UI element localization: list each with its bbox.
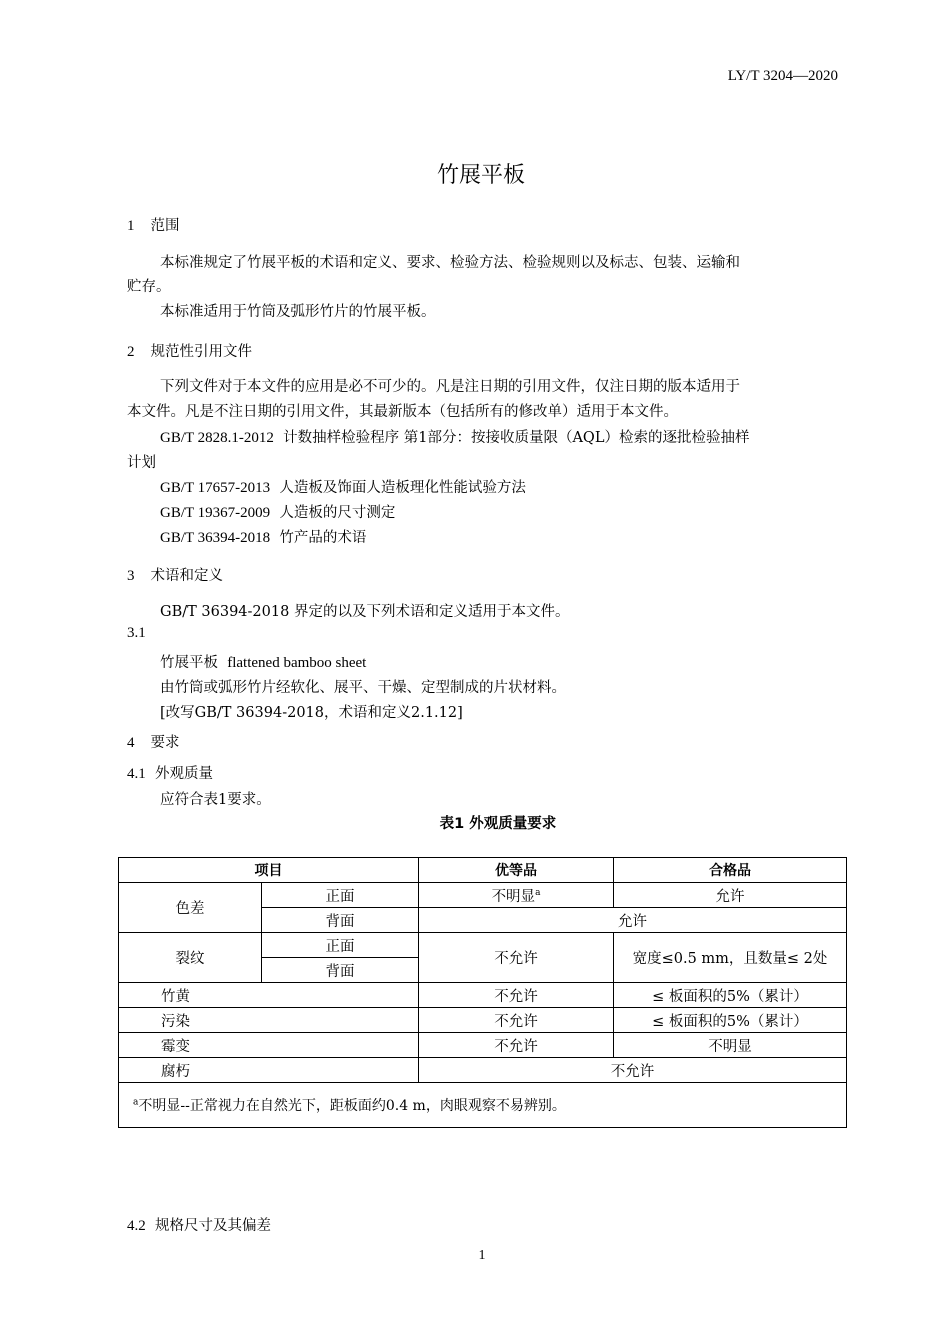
section-4-2-heading xyxy=(127,1214,271,1235)
reference-title: 人造板及饰面人造板理化性能试验方法 xyxy=(279,480,526,496)
item-bamboo-yellow: 竹黄 xyxy=(119,983,419,1008)
header-item: 项目 xyxy=(119,858,419,883)
document-title: 竹展平板 xyxy=(436,163,525,188)
section-4-1-heading xyxy=(127,762,213,783)
section-number: 4.2 xyxy=(127,1218,146,1234)
crack-qualified: 宽度≤0.5 mm，且数量≤ 2处 xyxy=(614,933,847,983)
reference-code: GB/T 36394-2018 xyxy=(160,530,271,546)
table-row xyxy=(119,1008,847,1033)
table-caption: 表1 外观质量要求 xyxy=(439,816,557,832)
mould-premium: 不允许 xyxy=(419,1033,614,1058)
item-mould: 霉变 xyxy=(119,1033,419,1058)
stain-premium: 不允许 xyxy=(419,1008,614,1033)
page-number: 1 xyxy=(478,1248,486,1263)
reference-item-cont: 计划 xyxy=(127,455,156,471)
section-2-heading xyxy=(127,340,252,361)
section-number: 4.1 xyxy=(127,766,146,782)
table-row xyxy=(119,983,847,1008)
scope-paragraph-1-cont: 贮存。 xyxy=(127,279,171,295)
reference-item xyxy=(160,526,366,547)
appearance-quality-table xyxy=(118,857,847,1128)
section-title: 规格尺寸及其偏差 xyxy=(154,1218,271,1234)
item-decay: 腐朽 xyxy=(119,1058,419,1083)
item-stain: 污染 xyxy=(119,1008,419,1033)
header-premium: 优等品 xyxy=(419,858,614,883)
reference-item xyxy=(160,476,526,497)
section-number: 1 xyxy=(127,218,135,234)
term-definition: 由竹筒或弧形竹片经软化、展平、干燥、定型制成的片状材料。 xyxy=(160,680,566,696)
table-row xyxy=(119,933,847,958)
section-title: 术语和定义 xyxy=(150,568,223,584)
term-source: [改写GB/T 36394-2018，术语和定义2.1.12] xyxy=(160,705,463,721)
table-row xyxy=(119,1033,847,1058)
section-number: 3 xyxy=(127,568,135,584)
section-title: 要求 xyxy=(150,735,180,751)
item-crack: 裂纹 xyxy=(119,933,262,983)
reference-code: GB/T 19367-2009 xyxy=(160,505,271,521)
color-back-all: 允许 xyxy=(419,908,847,933)
table-header-row xyxy=(119,858,847,883)
section-4-heading xyxy=(127,731,180,752)
item-color-difference: 色差 xyxy=(119,883,262,933)
crack-premium: 不允许 xyxy=(419,933,614,983)
footnote-marker: a xyxy=(535,887,541,898)
yellow-premium: 不允许 xyxy=(419,983,614,1008)
side-front: 正面 xyxy=(262,933,419,958)
refs-intro-line-2: 本文件。凡是不注日期的引用文件，其最新版本（包括所有的修改单）适用于本文件。 xyxy=(127,404,678,420)
side-front: 正面 xyxy=(262,883,419,908)
term-entry xyxy=(160,651,366,672)
table-row xyxy=(119,1058,847,1083)
terms-intro: GB/T 36394-2018 界定的以及下列术语和定义适用于本文件。 xyxy=(160,604,570,620)
reference-code: GB/T 2828.1-2012 xyxy=(160,430,274,446)
refs-intro-line-1: 下列文件对于本文件的应用是必不可少的。凡是注日期的引用文件，仅注日期的版本适用于 xyxy=(160,379,740,395)
yellow-qualified: ≤ 板面积的5%（累计） xyxy=(614,983,847,1008)
mould-qualified: 不明显 xyxy=(614,1033,847,1058)
appearance-text: 应符合表1要求。 xyxy=(160,792,271,808)
side-back: 背面 xyxy=(262,908,419,933)
section-title: 规范性引用文件 xyxy=(150,344,252,360)
reference-code: GB/T 17657-2013 xyxy=(160,480,271,496)
reference-item xyxy=(160,501,395,522)
section-number: 2 xyxy=(127,344,135,360)
reference-item xyxy=(160,426,749,447)
section-number: 4 xyxy=(127,735,135,751)
reference-title: 计数抽样检验程序 第1部分：按接收质量限（AQL）检索的逐批检验抽样 xyxy=(283,430,750,446)
table-row xyxy=(119,883,847,908)
table-footnote: $^a$不明显--正常视力在自然光下，距板面约0.4 m，肉眼观察不易辨别。 xyxy=(119,1083,847,1128)
scope-paragraph-1: 本标准规定了竹展平板的术语和定义、要求、检验方法、检验规则以及标志、包装、运输和 xyxy=(160,255,740,271)
scope-paragraph-2: 本标准适用于竹筒及弧形竹片的竹展平板。 xyxy=(160,304,436,320)
section-1-heading xyxy=(127,214,180,235)
standard-number: LY/T 3204—2020 xyxy=(727,68,838,84)
term-chinese: 竹展平板 xyxy=(160,655,218,671)
term-english: flattened bamboo sheet xyxy=(227,655,367,671)
section-3-heading xyxy=(127,564,223,585)
subsection-number: 3.1 xyxy=(127,625,146,641)
footnote-marker: a xyxy=(133,1097,139,1108)
side-back: 背面 xyxy=(262,958,419,983)
color-front-premium: 不明显$^a$ xyxy=(419,883,614,908)
header-qualified: 合格品 xyxy=(614,858,847,883)
section-title: 外观质量 xyxy=(154,766,213,782)
decay-all: 不允许 xyxy=(419,1058,847,1083)
reference-title: 人造板的尺寸测定 xyxy=(279,505,396,521)
stain-qualified: ≤ 板面积的5%（累计） xyxy=(614,1008,847,1033)
color-front-qualified: 允许 xyxy=(614,883,847,908)
section-title: 范围 xyxy=(150,218,180,234)
reference-title: 竹产品的术语 xyxy=(279,530,367,546)
table-note-row xyxy=(119,1083,847,1128)
